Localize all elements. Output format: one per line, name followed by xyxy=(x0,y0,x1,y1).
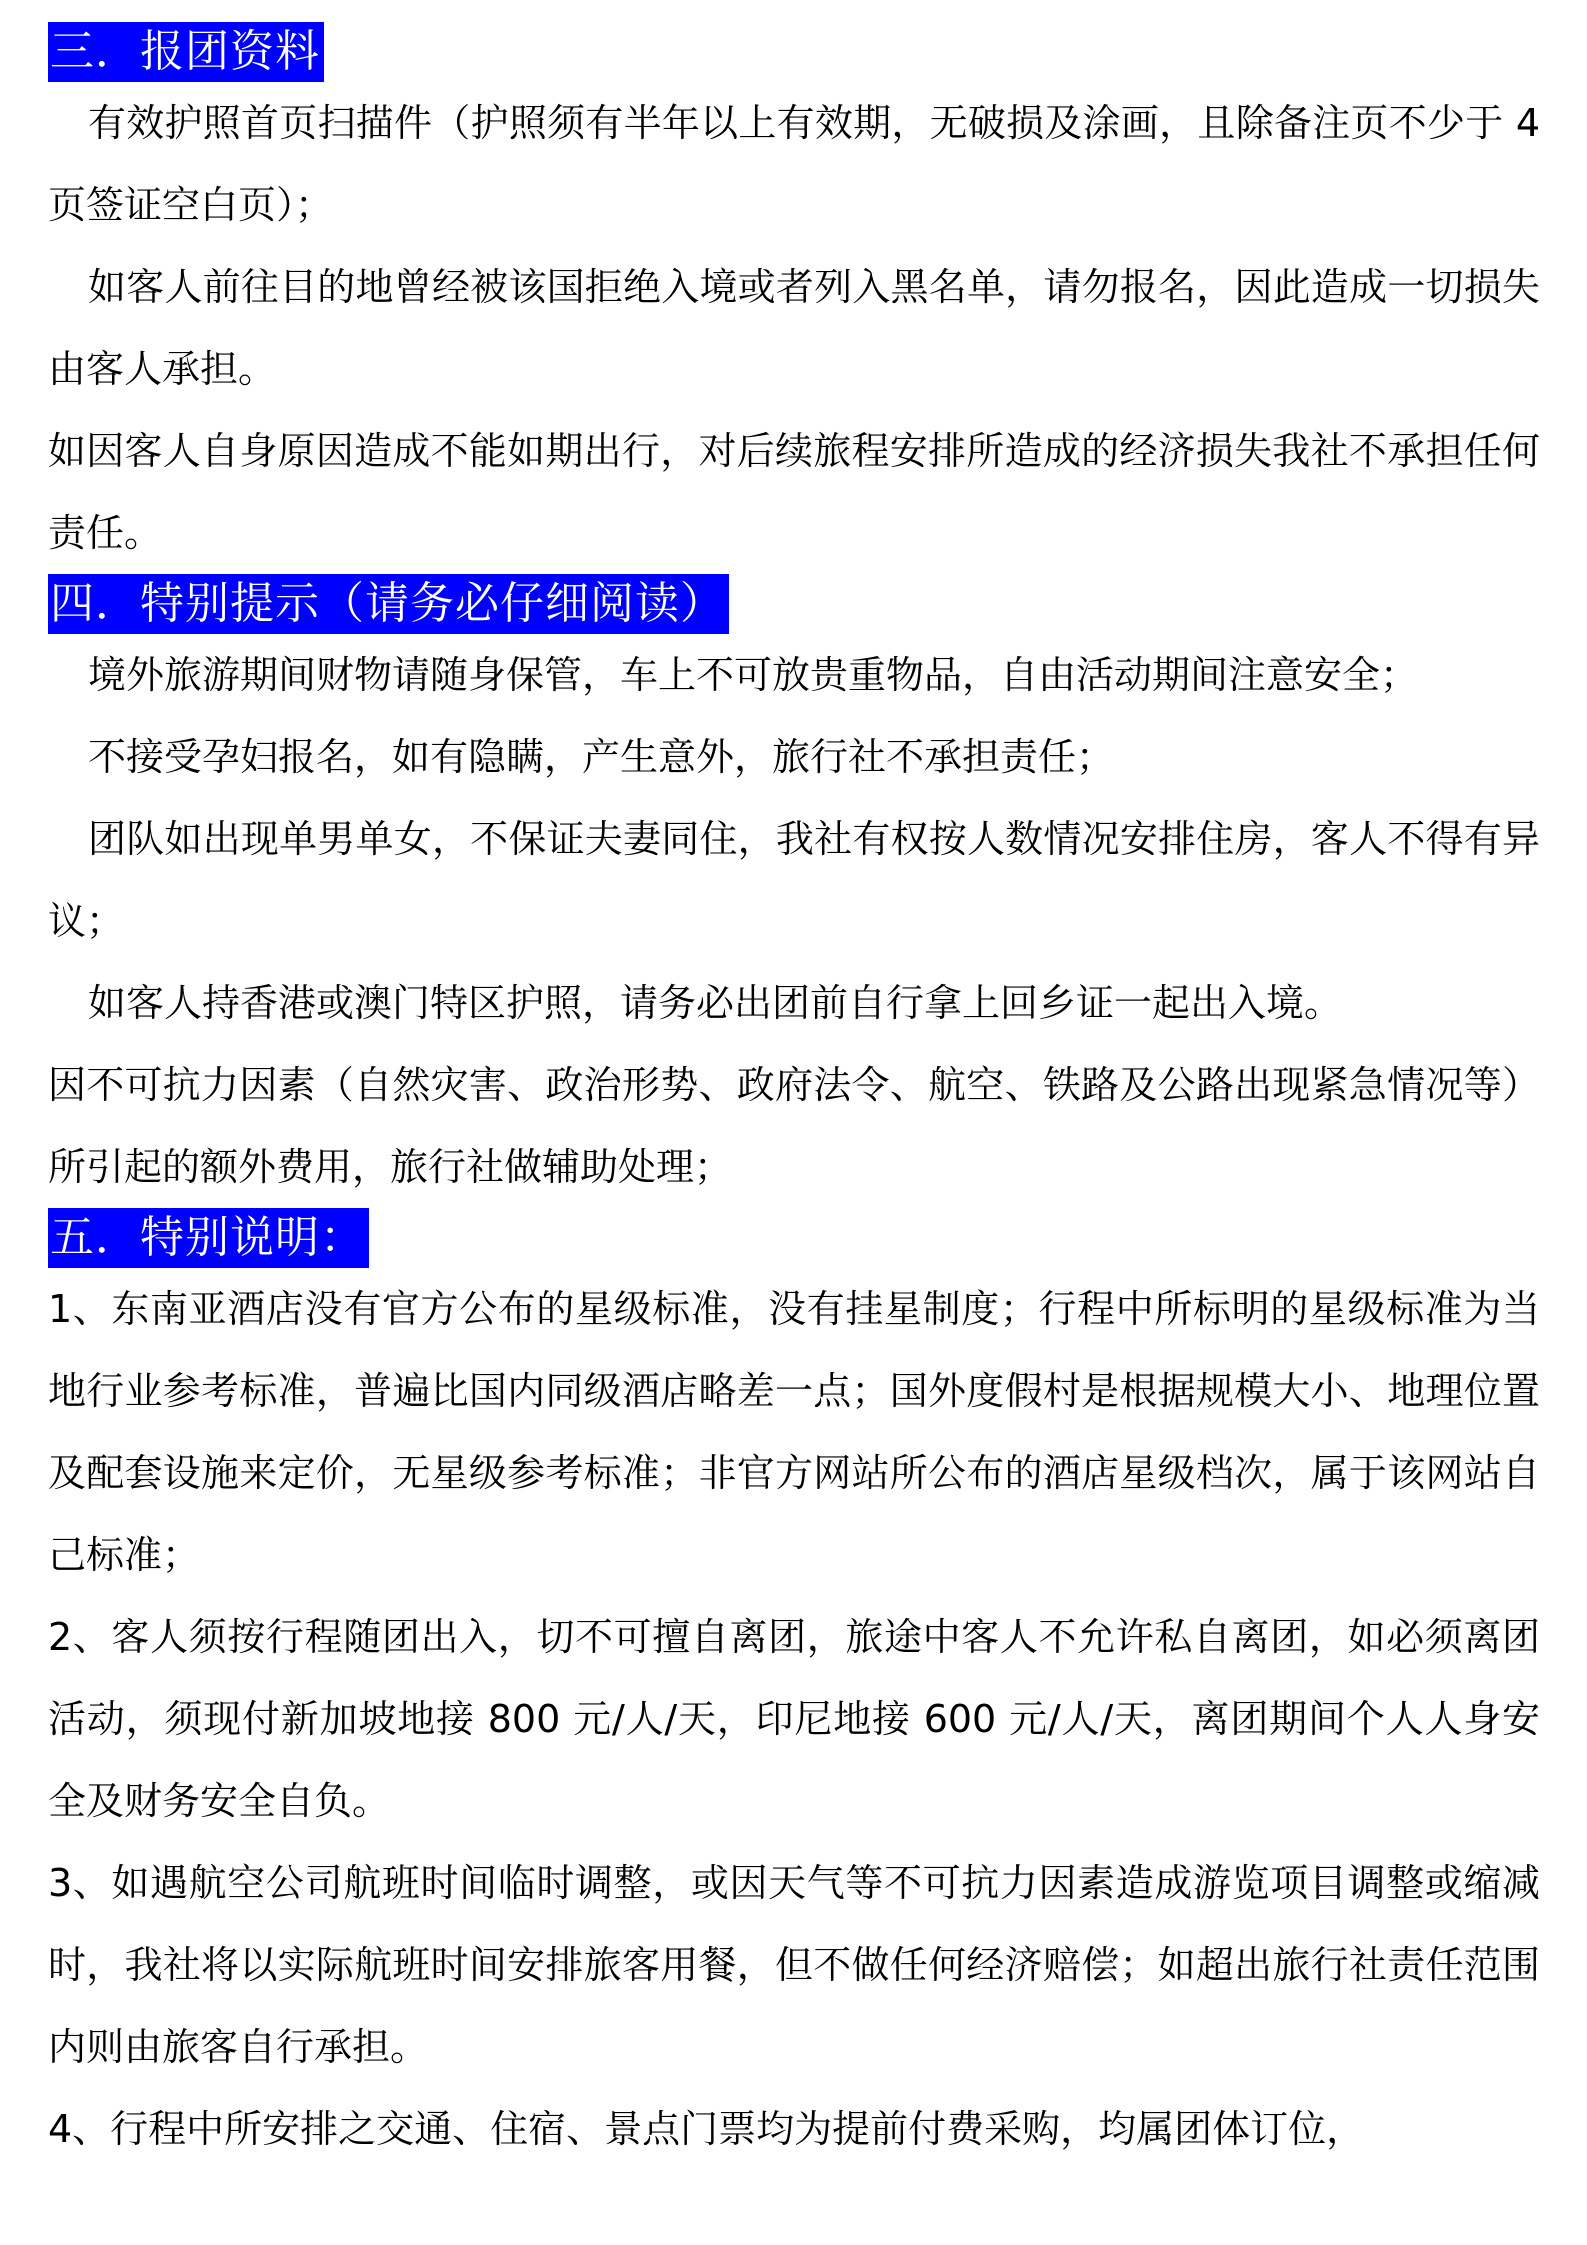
paragraph: 如客人前往目的地曾经被该国拒绝入境或者列入黑名单，请勿报名，因此造成一切损失由客人承担。 xyxy=(48,265,1540,391)
section-heading: 四．特别提示（请务必仔细阅读） xyxy=(48,574,729,634)
paragraph: 如因客人自身原因造成不能如期出行，对后续旅程安排所造成的经济损失我社不承担任何责任。 xyxy=(48,429,1540,555)
paragraph: 有效护照首页扫描件（护照须有半年以上有效期，无破损及涂画，且除备注页不少于 4 页签证空白页）； xyxy=(48,101,1540,227)
paragraph: 团队如出现单男单女，不保证夫妻同住，我社有权按人数情况安排住房，客人不得有异议； xyxy=(48,817,1540,943)
section-registration-materials xyxy=(48,22,1540,574)
document-page xyxy=(48,22,1540,2170)
section-special-tips xyxy=(48,574,1540,1208)
paragraph: 3、如遇航空公司航班时间临时调整，或因天气等不可抗力因素造成游览项目调整或缩减时，我社将以实际航班时间安排旅客用餐，但不做任何经济赔偿；如超出旅行社责任范围内则由旅客自行承担。 xyxy=(48,1861,1540,2069)
section-special-notes xyxy=(48,1208,1540,2170)
paragraph: 不接受孕妇报名，如有隐瞒，产生意外，旅行社不承担责任； xyxy=(88,735,1115,779)
paragraph: 因不可抗力因素（自然灾害、政治形势、政府法令、航空、铁路及公路出现紧急情况等）所引起的额外费用，旅行社做辅助处理； xyxy=(48,1063,1540,1189)
paragraph: 1、东南亚酒店没有官方公布的星级标准，没有挂星制度；行程中所标明的星级标准为当地行业参考标准，普遍比国内同级酒店略差一点；国外度假村是根据规模大小、地理位置及配套设施来定价，无星级参考标准；非官方网站所公布的酒店星级档次，属于该网站自己标准； xyxy=(48,1287,1540,1577)
paragraph: 2、客人须按行程随团出入，切不可擅自离团，旅途中客人不允许私自离团，如必须离团活动，须现付新加坡地接 800 元/人/天，印尼地接 600 元/人/天，离团期间个人人身安全及财务安全自负。 xyxy=(48,1615,1540,1823)
paragraph: 境外旅游期间财物请随身保管，车上不可放贵重物品，自由活动期间注意安全； xyxy=(88,653,1419,697)
paragraph: 如客人持香港或澳门特区护照，请务必出团前自行拿上回乡证一起出入境。 xyxy=(88,981,1343,1025)
section-heading: 三．报团资料 xyxy=(48,22,324,82)
section-heading: 五．特别说明： xyxy=(48,1208,369,1268)
paragraph: 4、行程中所安排之交通、住宿、景点门票均为提前付费采购，均属团体订位， xyxy=(48,2107,1365,2151)
